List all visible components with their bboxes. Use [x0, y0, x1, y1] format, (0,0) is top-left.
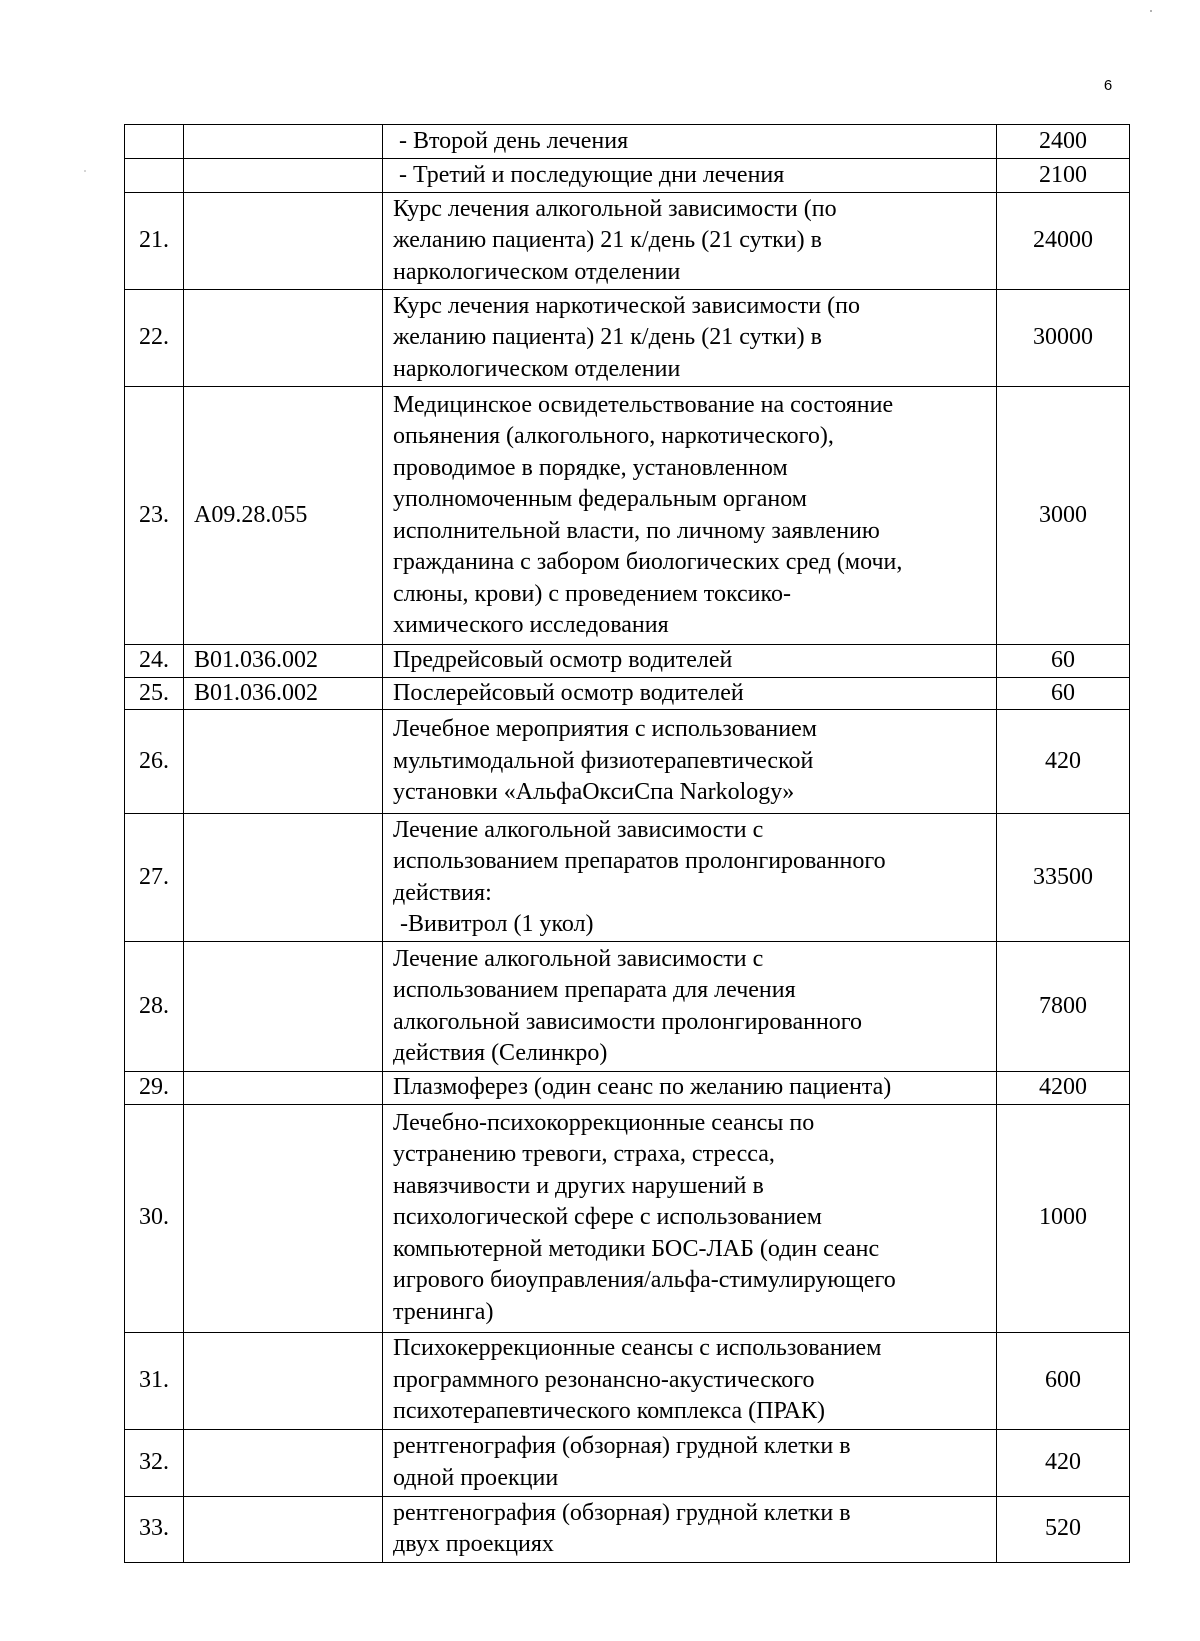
- service-description: [383, 1496, 997, 1562]
- service-price: 3000: [997, 387, 1130, 645]
- row-number: 30.: [125, 1104, 184, 1332]
- description-line: опьянения (алкогольного, наркотического),: [393, 423, 834, 449]
- description-line: тренинга): [393, 1298, 494, 1325]
- service-description: [383, 814, 997, 942]
- description-line: программного резонансно-акустического: [393, 1366, 815, 1393]
- description-line: рентгенография (обзорная) грудной клетки в: [393, 1433, 851, 1459]
- service-description: [383, 942, 997, 1072]
- service-price: 420: [997, 1429, 1130, 1496]
- scan-speck: [84, 170, 86, 172]
- service-code: [184, 814, 383, 942]
- service-code: [184, 1072, 383, 1105]
- table-row: [125, 387, 1130, 645]
- service-code: [184, 710, 383, 814]
- service-price: 1000: [997, 1104, 1130, 1332]
- row-number: 29.: [125, 1072, 184, 1105]
- description-line: психологической сфере с использованием: [393, 1204, 822, 1231]
- table-row: [125, 710, 1130, 814]
- description-line: компьютерной методики БОС-ЛАБ (один сеанс: [393, 1235, 880, 1262]
- service-price: 2100: [997, 159, 1130, 193]
- service-description: [383, 710, 997, 814]
- description-line: Курс лечения алкогольной зависимости (по: [393, 195, 837, 222]
- service-description: [383, 387, 997, 645]
- table-row: [125, 1072, 1130, 1105]
- description-line: наркологическом отделении: [393, 355, 681, 382]
- service-price: 420: [997, 710, 1130, 814]
- description-line: проводимое в порядке, установленном: [393, 454, 788, 481]
- service-code: [184, 159, 383, 193]
- table-row: [125, 1429, 1130, 1496]
- description-line: двух проекциях: [393, 1531, 554, 1557]
- description-line: Лечебно-психокоррекционные сеансы по: [393, 1109, 815, 1136]
- service-price: 60: [997, 645, 1130, 678]
- page-number: 6: [1103, 77, 1113, 94]
- description-line: Предрейсовый осмотр водителей: [393, 647, 733, 673]
- service-code: В01.036.002: [184, 677, 383, 710]
- description-line: химического исследования: [393, 612, 669, 638]
- service-code: [184, 193, 383, 290]
- service-code: [184, 290, 383, 387]
- scan-speck: [1150, 10, 1152, 12]
- description-line: - Второй день лечения: [399, 127, 629, 154]
- row-number: 26.: [125, 710, 184, 814]
- service-description: [383, 1104, 997, 1332]
- description-line: психотерапевтического комплекса (ПРАК): [393, 1398, 826, 1425]
- description-line: желанию пациента) 21 к/день (21 сутки) в: [393, 227, 822, 254]
- row-number: 25.: [125, 677, 184, 710]
- description-line: Курс лечения наркотической зависимости (по: [393, 292, 860, 319]
- service-price: 2400: [997, 125, 1130, 159]
- table-row: [125, 942, 1130, 1072]
- description-line: Лечение алкогольной зависимости с: [393, 816, 764, 843]
- row-number: [125, 125, 184, 159]
- description-line: Лечебное мероприятия с использованием: [393, 716, 817, 743]
- description-line: -Вивитрол (1 укол): [400, 911, 594, 937]
- description-line: слюны, крови) с проведением токсико-: [393, 580, 791, 607]
- table-row: [125, 645, 1130, 678]
- row-number: 22.: [125, 290, 184, 387]
- row-number: 24.: [125, 645, 184, 678]
- service-description: [383, 193, 997, 290]
- description-line: игрового биоуправления/альфа-стимулирующего: [393, 1267, 896, 1294]
- service-description: [383, 645, 997, 678]
- service-price: 24000: [997, 193, 1130, 290]
- row-number: [125, 159, 184, 193]
- description-line: Психокеррекционные сеансы с использованием: [393, 1335, 882, 1362]
- table-row: [125, 159, 1130, 193]
- service-description: [383, 159, 997, 193]
- description-line: навязчивости и других нарушений в: [393, 1172, 764, 1199]
- description-line: гражданина с забором биологических сред (мочи,: [393, 549, 903, 575]
- description-line: использованием препарата для лечения: [393, 977, 796, 1003]
- service-code: [184, 1429, 383, 1496]
- service-price: 600: [997, 1332, 1130, 1429]
- description-line: алкогольной зависимости пролонгированного: [393, 1008, 863, 1035]
- table-row: [125, 814, 1130, 942]
- description-line: действия (Селинкро): [393, 1040, 608, 1066]
- service-code: [184, 1104, 383, 1332]
- service-description: [383, 290, 997, 387]
- service-description: [383, 1429, 997, 1496]
- description-line: одной проекции: [393, 1464, 559, 1491]
- service-code: [184, 125, 383, 159]
- description-line: рентгенография (обзорная) грудной клетки в: [393, 1499, 851, 1526]
- price-list-table: [124, 124, 1130, 1563]
- service-price: 520: [997, 1496, 1130, 1562]
- description-line: Послерейсовый осмотр водителей: [393, 679, 744, 706]
- row-number: 23.: [125, 387, 184, 645]
- description-line: установки «АльфаОксиСпа Narkology»: [393, 779, 795, 806]
- row-number: 27.: [125, 814, 184, 942]
- description-line: исполнительной власти, по личному заявлению: [393, 517, 880, 544]
- service-code: [184, 942, 383, 1072]
- service-code: А09.28.055: [184, 387, 383, 645]
- service-description: [383, 1332, 997, 1429]
- description-line: Лечение алкогольной зависимости с: [393, 945, 764, 972]
- service-price: 30000: [997, 290, 1130, 387]
- description-line: действия:: [393, 879, 492, 906]
- service-description: [383, 1072, 997, 1105]
- description-line: Плазмоферез (один сеанс по желанию пациента): [393, 1074, 892, 1100]
- description-line: - Третий и последующие дни лечения: [399, 161, 785, 188]
- table-row: [125, 1332, 1130, 1429]
- description-line: Медицинское освидетельствование на состояние: [393, 391, 894, 418]
- price-list-body: [125, 125, 1130, 1563]
- row-number: 28.: [125, 942, 184, 1072]
- description-line: наркологическом отделении: [393, 258, 681, 285]
- row-number: 31.: [125, 1332, 184, 1429]
- service-price: 7800: [997, 942, 1130, 1072]
- service-description: [383, 125, 997, 159]
- description-line: желанию пациента) 21 к/день (21 сутки) в: [393, 324, 822, 351]
- table-row: [125, 677, 1130, 710]
- description-line: мультимодальной физиотерапевтической: [393, 747, 814, 774]
- description-line: уполномоченным федеральным органом: [393, 486, 807, 512]
- service-price: 60: [997, 677, 1130, 710]
- table-row: [125, 290, 1130, 387]
- service-description: [383, 677, 997, 710]
- row-number: 21.: [125, 193, 184, 290]
- table-row: [125, 1496, 1130, 1562]
- table-row: [125, 193, 1130, 290]
- service-code: [184, 1496, 383, 1562]
- row-number: 32.: [125, 1429, 184, 1496]
- row-number: 33.: [125, 1496, 184, 1562]
- table-row: [125, 1104, 1130, 1332]
- service-code: [184, 1332, 383, 1429]
- service-code: В01.036.002: [184, 645, 383, 678]
- service-price: 4200: [997, 1072, 1130, 1105]
- service-price: 33500: [997, 814, 1130, 942]
- description-line: устранению тревоги, страха, стресса,: [393, 1141, 775, 1168]
- description-line: использованием препаратов пролонгированного: [393, 848, 886, 874]
- table-row: [125, 125, 1130, 159]
